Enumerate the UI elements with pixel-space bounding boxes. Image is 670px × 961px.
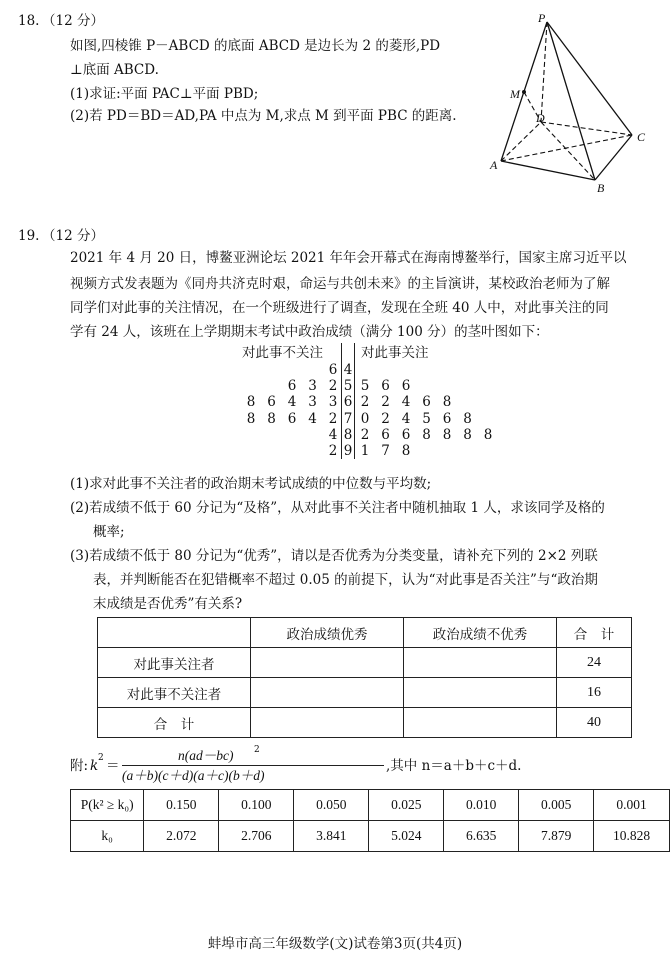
table-cell bbox=[404, 678, 557, 708]
q19-sub2a: (2)若成绩不低于 60 分记为“及格”，从对此事不关注者中随机抽取 1 人，求该同学及格的 bbox=[70, 500, 605, 516]
stem-value: 7 bbox=[343, 410, 353, 427]
leaf-left: 4 bbox=[308, 410, 317, 427]
label-M: M bbox=[510, 87, 520, 101]
table-cell: 40 bbox=[557, 708, 632, 738]
formula-numerator: n(ad－bc) bbox=[178, 748, 234, 763]
leaf-right: 7 bbox=[381, 443, 390, 459]
formula-k: k bbox=[90, 758, 99, 774]
q19-sub3c: 末成绩是否优秀”有关系? bbox=[93, 596, 243, 612]
leaf-right: 5 bbox=[422, 410, 431, 427]
leaf-left: 6 bbox=[287, 410, 297, 427]
leaf-right: 8 bbox=[422, 426, 431, 443]
edge-AC bbox=[501, 135, 632, 161]
q19-sub3b: 表，并判断能否在犯错概率不超过 0.05 的前提下，认为“对此事是否关注”与“政治期 bbox=[93, 572, 598, 588]
leaf-right: 8 bbox=[401, 443, 411, 459]
q18-line1: 如图,四棱锥 P－ABCD 的底面 ABCD 是边长为 2 的菱形,PD bbox=[70, 38, 441, 54]
leaf-right: 2 bbox=[381, 394, 390, 411]
edge-PC bbox=[547, 22, 632, 135]
stem-value: 6 bbox=[343, 394, 353, 411]
table-cell: 0.100 bbox=[219, 790, 294, 821]
formula-denominator: (a＋b)(c＋d)(a＋c)(b＋d) bbox=[122, 768, 265, 783]
leaf-right: 1 bbox=[360, 443, 370, 459]
q18-number: 18. bbox=[18, 13, 40, 29]
table-row bbox=[98, 648, 632, 678]
leaf-right: 6 bbox=[381, 378, 390, 395]
table-cell: 0.010 bbox=[444, 790, 519, 821]
leaf-right: 5 bbox=[360, 378, 370, 395]
q19-intro-2: 视频方式发表题为《同舟共济克时艰，命运与共创未来》的主旨演讲，某校政治老师为了解 bbox=[70, 276, 610, 292]
leaf-right: 8 bbox=[483, 426, 493, 443]
table-cell: 6.635 bbox=[444, 821, 519, 852]
edge-DC bbox=[541, 122, 632, 135]
pyramid-figure bbox=[480, 10, 660, 195]
leaf-right: 2 bbox=[360, 426, 370, 443]
page-footer: 蚌埠市高三年级数学(文)试卷第3页(共4页) bbox=[207, 936, 463, 952]
table-row bbox=[98, 678, 632, 708]
q19-sub2b: 概率; bbox=[93, 524, 125, 540]
table-cell: 对此事不关注者 bbox=[98, 678, 251, 708]
leaf-left: 2 bbox=[328, 410, 338, 427]
table-cell bbox=[251, 648, 404, 678]
table-header-cell: 政治成绩不优秀 bbox=[404, 618, 557, 648]
table-header-cell bbox=[98, 618, 251, 648]
table-cell: 5.024 bbox=[369, 821, 444, 852]
leaf-right: 2 bbox=[360, 394, 370, 411]
label-P: P bbox=[538, 11, 546, 25]
q18-line2: ⊥底面 ABCD. bbox=[70, 62, 159, 78]
leaf-right: 6 bbox=[381, 426, 390, 443]
q18-score: （12 分） bbox=[42, 13, 104, 29]
contingency-table bbox=[97, 617, 632, 738]
leaf-right: 8 bbox=[442, 426, 452, 443]
leaf-left: 2 bbox=[328, 443, 338, 459]
leaf-right: 6 bbox=[401, 378, 411, 395]
table-header-cell: 政治成绩优秀 bbox=[251, 618, 404, 648]
table-header-row bbox=[98, 618, 632, 648]
q19-sub3a: (3)若成绩不低于 80 分记为“优秀”，请以是否优秀为分类变量，请补充下列的 2×2 列联 bbox=[70, 548, 598, 564]
leaf-left: 4 bbox=[287, 394, 297, 411]
edge-BC bbox=[595, 135, 632, 180]
leaf-left: 3 bbox=[308, 394, 317, 411]
leaf-right: 2 bbox=[381, 410, 390, 427]
q18-line4: (2)若 PD＝BD＝AD,PA 中点为 M,求点 M 到平面 PBC 的距离. bbox=[70, 108, 457, 124]
leaf-right: 6 bbox=[401, 426, 411, 443]
table-cell bbox=[251, 708, 404, 738]
table-cell: 24 bbox=[557, 648, 632, 678]
formula-sup: 2 bbox=[98, 753, 104, 763]
leaf-left: 6 bbox=[328, 362, 338, 378]
table-row-label: P(k² ≥ k₀) bbox=[71, 790, 144, 821]
label-A: A bbox=[490, 158, 498, 172]
q19-score: （12 分） bbox=[42, 228, 104, 244]
table-cell: 16 bbox=[557, 678, 632, 708]
q19-intro-1: 2021 年 4 月 20 日，博鳌亚洲论坛 2021 年年会开幕式在海南博鳌举行，国家主席习近平以 bbox=[70, 250, 627, 266]
k2-formula: 附: k 2 ＝ n(ad－bc) 2 (a＋b)(c＋d)(a＋c)(b＋d) ,其中 n＝a＋b＋c＋d. bbox=[70, 745, 522, 783]
stem-value: 5 bbox=[343, 378, 353, 395]
table-cell: 0.050 bbox=[294, 790, 369, 821]
label-B: B bbox=[597, 181, 605, 195]
table-cell: 3.841 bbox=[294, 821, 369, 852]
edge-AB bbox=[501, 161, 595, 180]
stem-value: 4 bbox=[343, 362, 353, 378]
leaf-left: 2 bbox=[328, 378, 338, 395]
table-row bbox=[98, 708, 632, 738]
table-cell: 7.879 bbox=[519, 821, 594, 852]
table-row bbox=[71, 821, 670, 852]
table-cell bbox=[404, 708, 557, 738]
label-C: C bbox=[637, 130, 646, 144]
table-cell: 0.025 bbox=[369, 790, 444, 821]
table-cell: 对此事关注者 bbox=[98, 648, 251, 678]
q19-sub1: (1)求对此事不关注者的政治期末考试成绩的中位数与平均数; bbox=[70, 476, 432, 492]
table-cell: 10.828 bbox=[594, 821, 670, 852]
leaf-right: 8 bbox=[463, 426, 472, 443]
table-row-label: k₀ bbox=[71, 821, 144, 852]
leaf-right: 4 bbox=[401, 394, 411, 411]
stemleaf-right-header: 对此事关注 bbox=[361, 345, 429, 361]
formula-prefix: 附: bbox=[70, 758, 89, 774]
leaf-left: 6 bbox=[287, 378, 297, 395]
formula-suffix: ,其中 n＝a＋b＋c＋d. bbox=[386, 758, 522, 774]
leaf-left: 6 bbox=[267, 394, 276, 411]
table-cell: 合 计 bbox=[98, 708, 251, 738]
leaf-left: 4 bbox=[328, 426, 338, 443]
leaf-right: 8 bbox=[442, 394, 452, 411]
stem-value: 9 bbox=[343, 443, 353, 459]
leaf-right: 6 bbox=[442, 410, 452, 427]
table-row bbox=[71, 790, 670, 821]
edge-PB bbox=[547, 22, 595, 180]
leaf-left: 3 bbox=[308, 378, 317, 395]
q19-intro-4: 学有 24 人，该班在上学期期末考试中政治成绩（满分 100 分）的茎叶图如下： bbox=[70, 324, 549, 340]
leaf-left: 8 bbox=[267, 410, 276, 427]
leaf-left: 3 bbox=[328, 394, 338, 411]
table-cell bbox=[404, 648, 557, 678]
leaf-left: 8 bbox=[246, 394, 256, 411]
q18-line3: (1)求证:平面 PAC⊥平面 PBD; bbox=[70, 86, 259, 102]
critical-value-table bbox=[70, 789, 670, 852]
leaf-right: 0 bbox=[360, 410, 370, 427]
leaf-left: 8 bbox=[246, 410, 256, 427]
table-cell: 2.706 bbox=[219, 821, 294, 852]
stem-leaf-plot bbox=[238, 343, 498, 461]
leaf-right: 8 bbox=[463, 410, 472, 427]
table-cell: 2.072 bbox=[144, 821, 219, 852]
table-cell: 0.005 bbox=[519, 790, 594, 821]
q19-number: 19. bbox=[18, 228, 40, 244]
label-D: D bbox=[536, 111, 545, 125]
leaf-right: 6 bbox=[422, 394, 431, 411]
leaf-right: 4 bbox=[401, 410, 411, 427]
table-cell: 0.001 bbox=[594, 790, 670, 821]
q19-intro-3: 同学们对此事的关注情况，在一个班级进行了调查，发现在全班 40 人中，对此事关注的同 bbox=[70, 300, 609, 316]
point-M bbox=[522, 90, 526, 94]
stemleaf-left-header: 对此事不关注 bbox=[242, 345, 323, 361]
table-cell bbox=[251, 678, 404, 708]
table-cell: 0.150 bbox=[144, 790, 219, 821]
fraction-bar bbox=[122, 765, 384, 766]
stem-value: 8 bbox=[343, 426, 353, 443]
table-header-cell: 合 计 bbox=[557, 618, 632, 648]
